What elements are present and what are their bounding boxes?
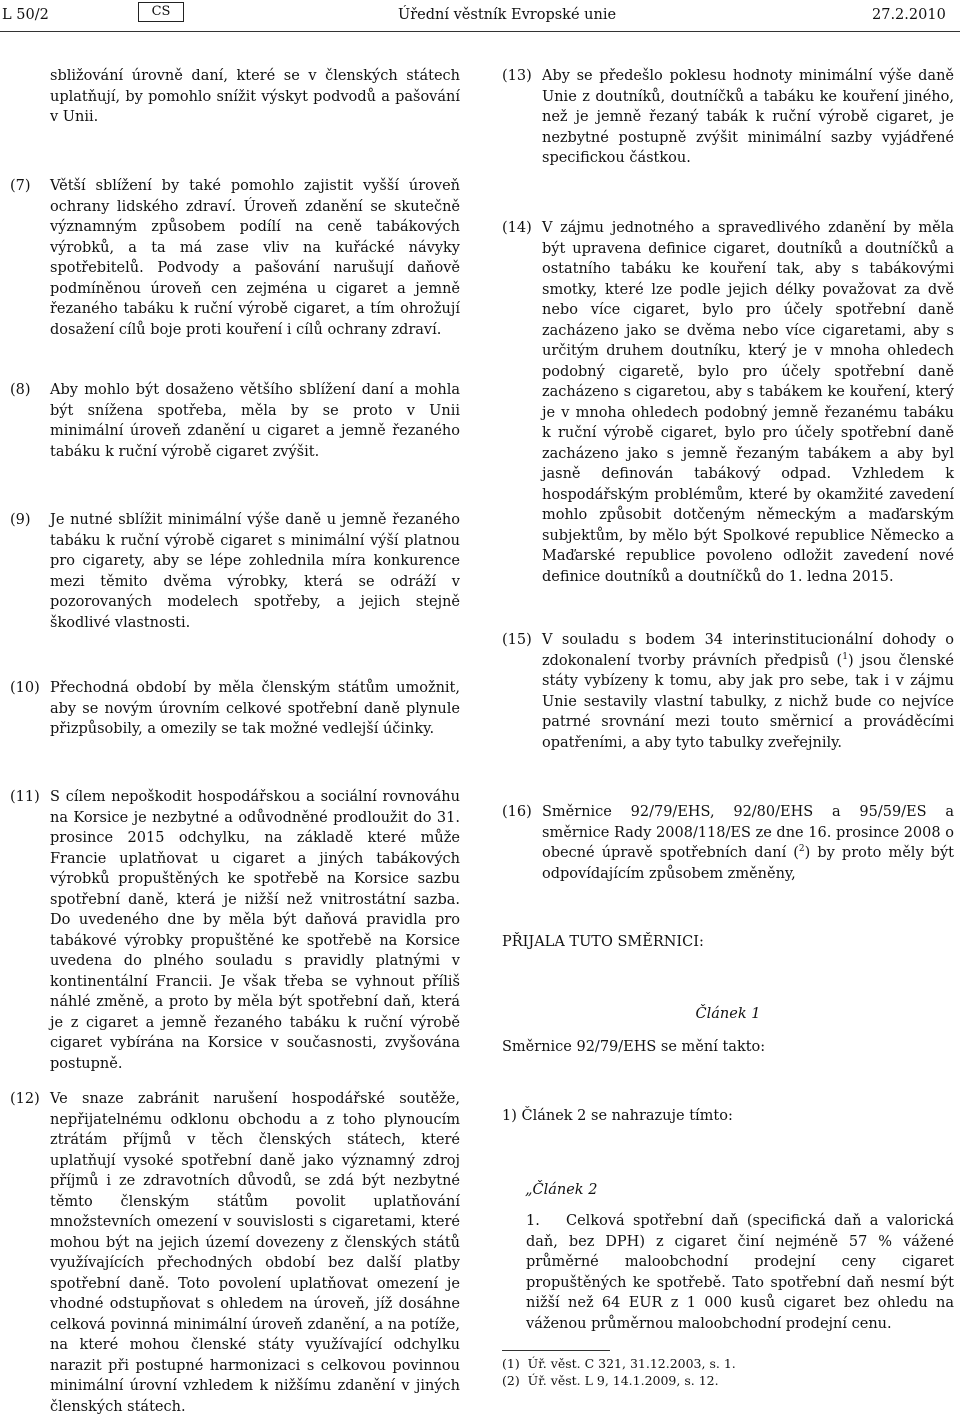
- adoption-formula: PŘIJALA TUTO SMĚRNICI:: [502, 934, 704, 950]
- recital-16: [502, 802, 954, 884]
- paragraph-text: Celková spotřební daň (specifická daň a valorická daň, bez DPH) z cigaret činí nejméně 57 % vážené průměrné maloobchodní prodejní ceny cigaret propuštěných ke spotřebě. Tato spotřební daň nesmí být nižší než 64 EUR z 1 000 kusů cigaret bez ohledu na váženou průměrnou maloobchodní prodejní cenu.: [526, 1213, 954, 1332]
- header-divider: [0, 31, 960, 32]
- recital-text: Aby se předešlo poklesu hodnoty minimální výše daně Unie z doutníků, doutníčků a tabáku ke kouření jiného, než je jemně řezaný tabák k ruční výrobě cigaret, je nezbytné postupně zvýšit minimální sazby vyjádřené specifickou částkou.: [542, 68, 954, 166]
- language-badge: CS: [138, 2, 184, 22]
- recital-12: [10, 1089, 460, 1417]
- recital-text: Je nutné sblížit minimální výše daně u jemně řezaného tabáku k ruční výrobě cigaret s minimální výší platnou pro cigarety, aby se lépe zohlednila míra konkurence mezi těmito dvěma výrobky, která se odráží v pozorovaných modelech spotřeby, a jejich stejně škodlivé vlastnosti.: [50, 512, 460, 631]
- recital-number: (10): [10, 680, 40, 696]
- publication-date: 27.2.2010: [872, 7, 946, 23]
- footnote-divider: [502, 1350, 610, 1351]
- recital-text: Směrnice 92/79/EHS, 92/80/EHS a 95/59/ES a směrnice Rady 2008/118/ES ze dne 16. prosince 2008 o obecné úpravě spotřebních daní ($^2$) by proto měly být odpovídajícím způsobem změněny,: [542, 804, 954, 882]
- recital-7: [10, 176, 460, 340]
- recital-number: (12): [10, 1091, 40, 1107]
- footnote-1: (1) Úř. věst. C 321, 31.12.2003, s. 1.: [502, 1356, 736, 1371]
- amendment-point-1: 1) Článek 2 se nahrazuje tímto:: [502, 1108, 733, 1124]
- paragraph-number: 1.: [526, 1213, 540, 1229]
- recital-number: (8): [10, 382, 31, 398]
- recital-number: (13): [502, 68, 532, 84]
- journal-title: Úřední věstník Evropské unie: [398, 7, 617, 23]
- article-1-title: Článek 1: [695, 1006, 761, 1022]
- page-reference: L 50/2: [2, 7, 49, 23]
- article-1-intro: Směrnice 92/79/EHS se mění takto:: [502, 1039, 766, 1055]
- article-2-title: „Článek 2: [525, 1182, 598, 1198]
- recital-number: (7): [10, 178, 31, 194]
- recital-number: (16): [502, 804, 532, 820]
- footnote-2: (2) Úř. věst. L 9, 14.1.2009, s. 12.: [502, 1373, 719, 1388]
- recital-number: (9): [10, 512, 31, 528]
- recital-9: [10, 510, 460, 633]
- recital-text: Větší sblížení by také pomohlo zajistit vyšší úroveň ochrany lidského zdraví. Úroveň zdanění se skutečně významným způsobem podílí na ceně tabákových výrobků, a ta má zase vliv na kuřácké návyky spotřebitelů. Podvody a pašování narušují daňově podmíněnou úroveň cen zejména u cigaret a jemně řezaného tabáku k ruční výrobě cigaret, a tím ohrožují dosažení cílů boje proti kouření i cílů ochrany zdraví.: [50, 178, 460, 338]
- article-2-paragraph-1: [502, 1211, 954, 1334]
- recital-text: S cílem nepoškodit hospodářskou a sociální rovnováhu na Korsice je nezbytné a odůvodněné prodloužit do 31. prosince 2015 odchylku, na základě které může Francie uplatňovat u cigaret a jiných tabákových výrobků propuštěných ke spotřebě na Korsice sazbu spotřební daně, která je nižší než vnitrostátní sazba. Do uvedeného dne by měla být daňová pravidla pro tabákové výrobky propuštěné ke spotřebě na Korsice uvedena do plného souladu s pravidly platnými v kontinentální Francii. Je však třeba se vyhnout příliš náhlé změně, a proto by měla být spotřební daň, která je z cigaret a jemně řezaného tabáku k ruční výrobě cigaret vybírána na Korsice v současnosti, zvyšována postupně.: [50, 789, 460, 1072]
- recital-text: V souladu s bodem 34 interinstitucionální dohody o zdokonalení tvorby právních předpisů ($^1$) jsou členské státy vybízeny k tomu, aby jak pro sebe, tak i v zájmu Unie sestavily vlastní tabulky, z nichž bude co nejvíce patrné srovnání mezi touto směrnicí a prováděcími opatřeními, a aby tyto tabulky zveřejnily.: [542, 632, 954, 751]
- recital-number: (11): [10, 789, 40, 805]
- recital-text: V zájmu jednotného a spravedlivého zdanění by měla být upravena definice cigaret, doutníků a doutníčků a ostatního tabáku ke kouření tak, aby s tabákovými smotky, které lze podle jejich délky považovat za dvě nebo více cigaret, bylo pro účely spotřební daně zacházeno jako se dvěma nebo více cigaretami, aby s určitým druhem doutníku, který je v mnoha ohledech podobný cigaretě, bylo pro účely spotřební daně zacházeno s cigaretou, aby s tabákem ke kouření, který je v mnoha ohledech podobný jemně řezanému tabáku k ruční výrobě cigaret, bylo pro účely spotřební daně zacházeno jako s jemně řezaným tabákem a aby byl jasně definován tabákový odpad. Vzhledem k hospodářským problémům, které by okamžité zavedení mohlo způsobit dotčeným německým a maďarským subjektům, by mělo být Spolkové republice Německo a Maďarské republice povoleno odložit zavedení nové definice doutníků a doutníčků do 1. ledna 2015.: [542, 220, 954, 585]
- recital-11: [10, 787, 460, 1074]
- recital-continuation: sbližování úrovně daní, které se v členských státech uplatňují, by pomohlo snížit výskyt podvodů a pašování v Unii.: [50, 68, 460, 125]
- recital-text: Přechodná období by měla členským státům umožnit, aby se novým úrovním celkové spotřební daně plynule přizpůsobily, a omezily se tak možné vedlejší účinky.: [50, 680, 460, 737]
- recital-13: [502, 66, 954, 169]
- page-header: [0, 0, 960, 34]
- recital-15: [502, 630, 954, 753]
- footnote-ref[interactable]: 1: [842, 651, 848, 662]
- recital-10: [10, 678, 460, 740]
- recital-number: (14): [502, 220, 532, 236]
- recital-text: Aby mohlo být dosaženo většího sblížení daní a mohla být snížena spotřeba, měla by se proto v Unii minimální úroveň zdanění u cigaret a jemně řezaného tabáku k ruční výrobě cigaret zvýšit.: [50, 382, 460, 460]
- recital-number: (15): [502, 632, 532, 648]
- recital-14: [502, 218, 954, 587]
- recital-8: [10, 380, 460, 462]
- recital-text: Ve snaze zabránit narušení hospodářské soutěže, nepřijatelnému odklonu obchodu a z toho plynoucím ztrátám příjmů v těch členských státech, které uplatňují vysoké spotřební daně jako významný zdroj příjmů i ze zdravotních důvodů, se zdá být nezbytné těmto členským státům povolit uplatňování množstevních omezení v souvislosti s cigaretami, které mohou být na jejich území dovezeny z členských států využívajících přechodných období bez další platby spotřební daně. Toto povolení uplatňovat omezení je vhodné odstupňovat s ohledem na úroveň, jíž dosáhne celková povinná minimální úroveň zdanění, a na potíže, na které mohou členské státy využívající odchylku narazit při postupné harmonizaci s celkovou povinnou minimální úrovní vzhledem k nižšímu zdanění v jiných členských státech.: [50, 1091, 460, 1415]
- footnote-ref[interactable]: 2: [798, 844, 805, 855]
